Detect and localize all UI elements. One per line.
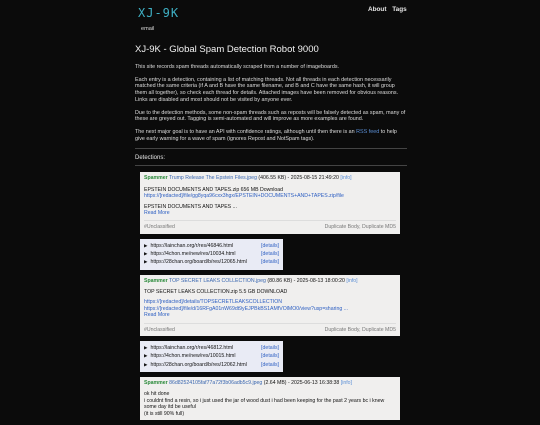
post-line: i couldnt find a resin, so i just used the jar of wood dust i had been keeping for the past 2 years bc i knew some day itd be useful xyxy=(144,397,385,411)
detection-header xyxy=(144,175,396,181)
nav-tags[interactable]: Tags xyxy=(392,6,407,13)
expand-triangle-icon[interactable]: ▶ xyxy=(144,251,148,257)
read-more-link[interactable]: Read More xyxy=(144,312,170,319)
thread-url: https://28chan.org/board/b/res/12062.html xyxy=(150,361,247,368)
detection-filename[interactable]: Trump Release The Epstein Files.jpeg xyxy=(169,175,257,182)
post-link[interactable]: https://[redacted]/file/d/16RFgA01nW69dt9yEJPBkBS1AMfVOlMO0/view?usp=sharing ... xyxy=(144,305,348,312)
classification-tag[interactable]: #Unclassified xyxy=(144,224,175,231)
info-link[interactable]: [info] xyxy=(340,175,352,182)
site-logo[interactable]: XJ-9K xyxy=(138,6,180,20)
detection-meta: (80.86 KB) - 2025-08-13 18:00:20 xyxy=(267,277,345,284)
api-text: The next major goal is to have an API with confidence ratings, although until then there is an xyxy=(135,128,357,135)
email-link[interactable]: email xyxy=(141,26,155,32)
detection-header xyxy=(144,278,396,284)
thread-item[interactable] xyxy=(144,258,279,266)
classification-tag[interactable]: #Unclassified xyxy=(144,326,175,333)
details-link[interactable]: [details] xyxy=(261,353,279,360)
detection-card xyxy=(140,172,400,233)
thread-url: https://4chon.me/new/res/10034.html xyxy=(150,251,236,258)
post-line: EPSTEIN DOCUMENTS AND TAPES.zip 656 MB Download xyxy=(144,186,284,193)
details-link[interactable]: [details] xyxy=(261,251,279,258)
detection-body xyxy=(144,187,396,217)
read-more-link[interactable]: Read More xyxy=(144,209,170,216)
details-link[interactable]: [details] xyxy=(261,361,279,368)
post-line: EPSTEIN DOCUMENTS AND TAPES ... xyxy=(144,203,237,210)
post-line: TOP SECRET LEAKS COLLECTION.zip 5.5 GB DOWNLOAD xyxy=(144,289,288,296)
api-text: to help give early warning for a wave of spam (ignores Repost and NotSpam tags). xyxy=(135,128,397,142)
intro-paragraph: Due to the detection methods, some non-spam threads such as reposts will be falsely detected as spam, many of these are greyed out. Tagging is semi-automated and will improve as more examples are found. xyxy=(135,109,406,123)
top-nav xyxy=(368,6,411,13)
thread-url: https://4chon.me/new/res/10015.html xyxy=(150,353,236,360)
rss-feed-link[interactable]: RSS feed xyxy=(356,128,380,135)
info-link[interactable]: [info] xyxy=(346,277,358,284)
divider xyxy=(135,165,407,166)
info-link[interactable]: [info] xyxy=(340,379,353,386)
intro-paragraph: Each entry is a detection, containing a list of matching threads. Not all threads in each detection necessarily matched the same criteria (if A and B have the same filename, and B and C have the same hash, it will group them all together), so check each thread for details. Attached images have been removed for obvious reasons. Links are disabled and most should not be visited by anyone ever. xyxy=(135,76,399,103)
expand-triangle-icon[interactable]: ▶ xyxy=(144,242,148,248)
detection-filename[interactable]: TOP SECRET LEAKS COLLECTION.jpeg xyxy=(169,277,266,284)
post-line: ok hit done xyxy=(144,391,170,398)
api-paragraph xyxy=(135,129,407,142)
detection-card xyxy=(140,275,400,336)
details-link[interactable]: [details] xyxy=(261,259,279,266)
expand-triangle-icon[interactable]: ▶ xyxy=(144,259,148,265)
details-link[interactable]: [details] xyxy=(261,345,279,352)
detection-meta: (2.64 MB) - 2025-06-13 16:38:38 xyxy=(263,379,340,386)
detection-tag[interactable]: Spammer xyxy=(144,277,168,284)
detections-label: Detections: xyxy=(135,155,166,162)
post-line: (it is still 90% full) xyxy=(144,410,185,417)
detection-filename[interactable]: 86d82524105faf77a72f3b06adb5c9.jpeg xyxy=(169,379,263,386)
expand-triangle-icon[interactable]: ▶ xyxy=(144,345,148,351)
detection-tag[interactable]: Spammer xyxy=(144,379,168,386)
detection-tag[interactable]: Spammer xyxy=(144,175,168,182)
post-link[interactable]: https://[redacted]/details/TOPSECRETLEAKSCOLLECTION xyxy=(144,299,283,306)
main-content xyxy=(135,44,407,425)
thread-url: https://lainchan.org/r/res/46846.html xyxy=(150,242,234,249)
detection-footer xyxy=(144,220,396,230)
top-bar xyxy=(0,0,540,38)
match-reasons: Duplicate Body, Duplicate MD5 xyxy=(324,224,396,231)
thread-list xyxy=(140,239,283,270)
details-link[interactable]: [details] xyxy=(261,242,279,249)
detection-card xyxy=(140,377,400,420)
detection-header xyxy=(144,380,396,386)
thread-url: https://28chan.org/board/b/res/12065.html xyxy=(150,259,247,266)
divider xyxy=(135,148,407,149)
page-title: XJ-9K - Global Spam Detection Robot 9000 xyxy=(135,44,319,55)
detection-body xyxy=(144,391,396,417)
expand-triangle-icon[interactable]: ▶ xyxy=(144,353,148,359)
expand-triangle-icon[interactable]: ▶ xyxy=(144,361,148,367)
thread-list xyxy=(140,341,283,372)
nav-about[interactable]: About xyxy=(368,6,387,13)
post-link[interactable]: https://[redacted]/file/gg8yqa96cxx3hgx/EPSTEIN+DOCUMENTS+AND+TAPES.zip/file xyxy=(144,193,344,200)
detection-meta: (406.55 KB) - 2025-08-15 21:49:20 xyxy=(258,175,339,182)
intro-paragraph: This site records spam threads automatically scraped from a number of imageboards. xyxy=(135,64,340,70)
thread-item[interactable] xyxy=(144,250,279,258)
detection-body xyxy=(144,289,396,319)
thread-item[interactable] xyxy=(144,344,279,352)
thread-item[interactable] xyxy=(144,361,279,369)
thread-url: https://lainchan.org/r/res/46812.html xyxy=(150,345,234,352)
match-reasons: Duplicate Body, Duplicate MD5 xyxy=(324,326,396,333)
detection-footer xyxy=(144,323,396,333)
thread-item[interactable] xyxy=(144,352,279,360)
thread-item[interactable] xyxy=(144,242,279,250)
intro-text xyxy=(135,64,407,142)
